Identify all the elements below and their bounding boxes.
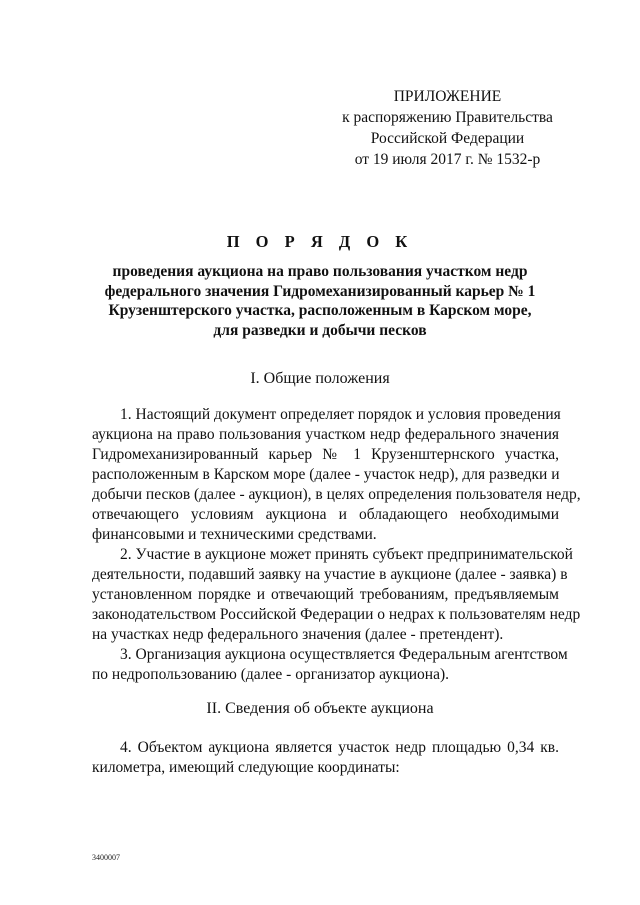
paragraph-3 (92, 645, 568, 685)
paragraph-line: аукциона на право пользования участком недр федерального значения (92, 426, 559, 443)
subtitle-line: федерального значения Гидромеханизированный карьер № 1 (104, 282, 536, 300)
appendix-line: Российской Федерации (370, 130, 525, 147)
paragraph-line: километра, имеющий следующие координаты: (92, 759, 400, 776)
paragraph-line: 1. Настоящий документ определяет порядок и условия проведения (120, 406, 561, 423)
document-title: П О Р Я Д О К (226, 232, 414, 251)
appendix-heading: ПРИЛОЖЕНИЕ (393, 88, 502, 105)
paragraph-line: деятельности, подавший заявку на участие в аукционе (далее - заявка) в (92, 566, 568, 583)
paragraph-line: добычи песков (далее - аукцион), в целях определения пользователя недр, (92, 486, 581, 503)
paragraph-2 (92, 545, 581, 645)
paragraph-line: по недропользованию (далее - организатор аукциона). (92, 666, 450, 683)
section-heading-general: I. Общие положения (250, 370, 390, 387)
appendix-line: к распоряжению Правительства (342, 109, 553, 126)
paragraph-line: на участках недр федерального значения (далее - претендент). (92, 626, 504, 643)
subtitle-line: для разведки и добычи песков (213, 321, 427, 339)
paragraph-line: расположенным в Карском море (далее - участок недр), для разведки и (92, 466, 560, 483)
paragraph-line: 4. Объектом аукциона является участок недр площадью 0,34 кв. (120, 739, 559, 756)
subtitle-line: Крузенштерского участка, расположенным в Карском море, (108, 302, 532, 319)
paragraph-line: установленном порядке и отвечающий требованиям, предъявляемым (92, 586, 559, 603)
paragraph-line: 3. Организация аукциона осуществляется Федеральным агентством (120, 646, 568, 663)
paragraph-line: отвечающего условиям аукциона и обладающего необходимыми (92, 506, 559, 523)
paragraph-4 (92, 738, 559, 778)
paragraph-line: законодательством Российской Федерации о недрах к пользователям недр (92, 606, 581, 623)
section-heading-auction-object: II. Сведения об объекте аукциона (206, 700, 434, 717)
paragraph-1 (92, 405, 581, 545)
appendix-date-line: от 19 июля 2017 г. № 1532-р (354, 151, 541, 168)
document-subtitle (60, 262, 580, 340)
appendix-block (340, 86, 555, 170)
paragraph-line: Гидромеханизированный карьер № 1 Крузенштернского участка, (92, 446, 559, 463)
paragraph-line: финансовыми и техническими средствами. (92, 526, 377, 543)
footer-document-code: 3400007 (92, 853, 120, 862)
subtitle-line: проведения аукциона на право пользования участком недр (112, 263, 528, 280)
paragraph-line: 2. Участие в аукционе может принять субъект предпринимательской (120, 546, 573, 563)
